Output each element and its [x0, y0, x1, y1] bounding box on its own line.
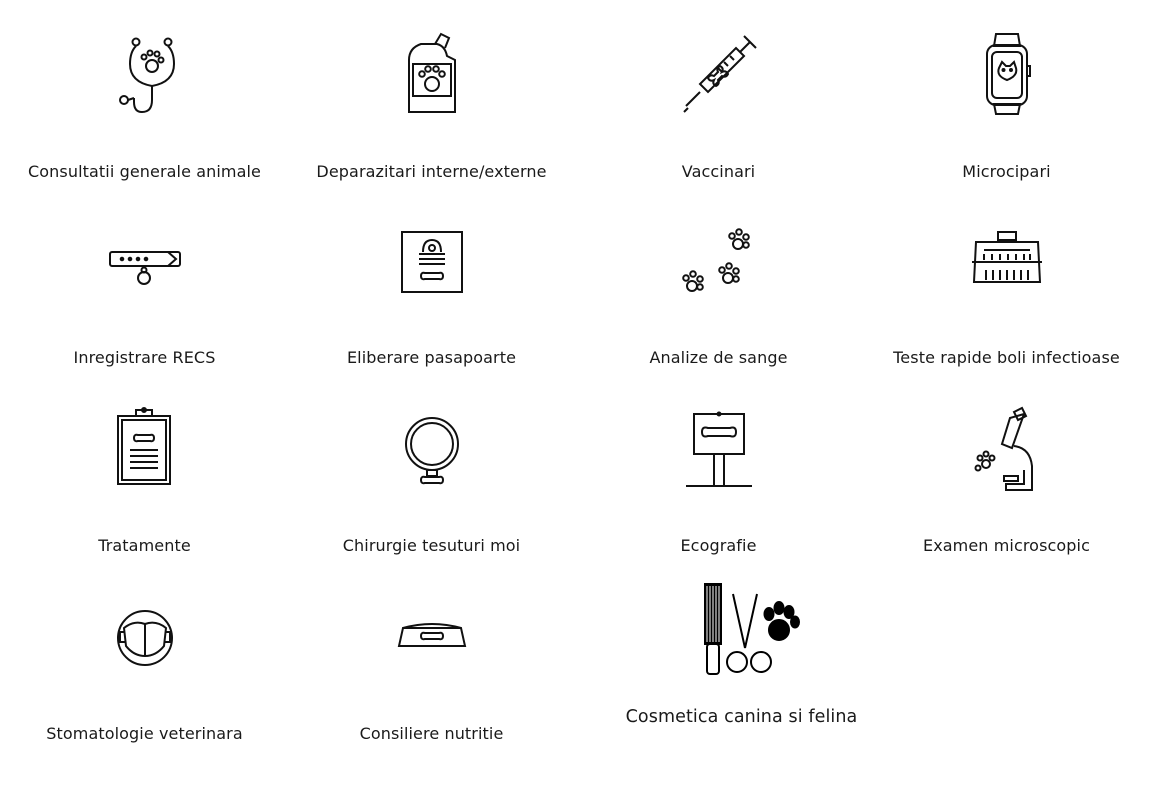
service-label: Inregistrare RECS: [73, 348, 216, 367]
food-bowl-icon: [288, 594, 575, 684]
service-item-consultatii[interactable]: [1, 30, 288, 182]
pet-passport-icon: [288, 218, 575, 308]
smartwatch-icon: [863, 30, 1150, 120]
service-item-microcipari[interactable]: [863, 30, 1150, 182]
service-item-microscopic[interactable]: [863, 406, 1150, 556]
paw-bottle-icon: [288, 30, 575, 120]
service-label: Examen microscopic: [922, 536, 1090, 555]
paw-prints-icon: [575, 218, 862, 308]
service-item-tratamente[interactable]: [1, 406, 288, 556]
service-label: Analize de sange: [649, 348, 788, 367]
service-item-deparazitari[interactable]: [288, 30, 575, 182]
syringe-icon: [575, 30, 862, 120]
service-label: Chirurgie tesuturi moi: [342, 536, 521, 555]
grooming-tools-icon: [598, 582, 885, 677]
pet-collar-icon: [1, 218, 288, 308]
mirror-bone-icon: [288, 406, 575, 496]
service-item-chirurgie[interactable]: [288, 406, 575, 556]
bone-sign-icon: [575, 406, 862, 496]
service-label: Consultatii generale animale: [28, 162, 261, 181]
service-label: Stomatologie veterinara: [46, 724, 243, 743]
pet-carrier-icon: [863, 218, 1150, 308]
service-label: Vaccinari: [681, 162, 756, 181]
service-item-cosmetica[interactable]: [598, 582, 885, 727]
microscope-icon: [863, 406, 1150, 496]
service-label: Cosmetica canina si felina: [625, 707, 858, 727]
service-label: Teste rapide boli infectioase: [893, 348, 1120, 367]
service-item-stomatologie[interactable]: [1, 594, 288, 744]
service-item-teste-rapide[interactable]: [863, 218, 1150, 368]
service-item-recs[interactable]: [1, 218, 288, 368]
service-label: Ecografie: [680, 536, 757, 555]
stethoscope-icon: [1, 30, 288, 120]
service-item-ecografie[interactable]: [575, 406, 862, 556]
service-item-nutritie[interactable]: [288, 594, 575, 744]
service-label: Deparazitari interne/externe: [316, 162, 547, 181]
service-item-vaccinari[interactable]: [575, 30, 862, 182]
service-item-analize[interactable]: [575, 218, 862, 368]
service-label: Microcipari: [962, 162, 1051, 181]
service-label: Eliberare pasapoarte: [346, 348, 517, 367]
service-item-pasapoarte[interactable]: [288, 218, 575, 368]
clipboard-icon: [1, 406, 288, 496]
service-label: Consiliere nutritie: [359, 724, 504, 743]
service-label: Tratamente: [98, 536, 191, 555]
face-mask-icon: [1, 594, 288, 684]
